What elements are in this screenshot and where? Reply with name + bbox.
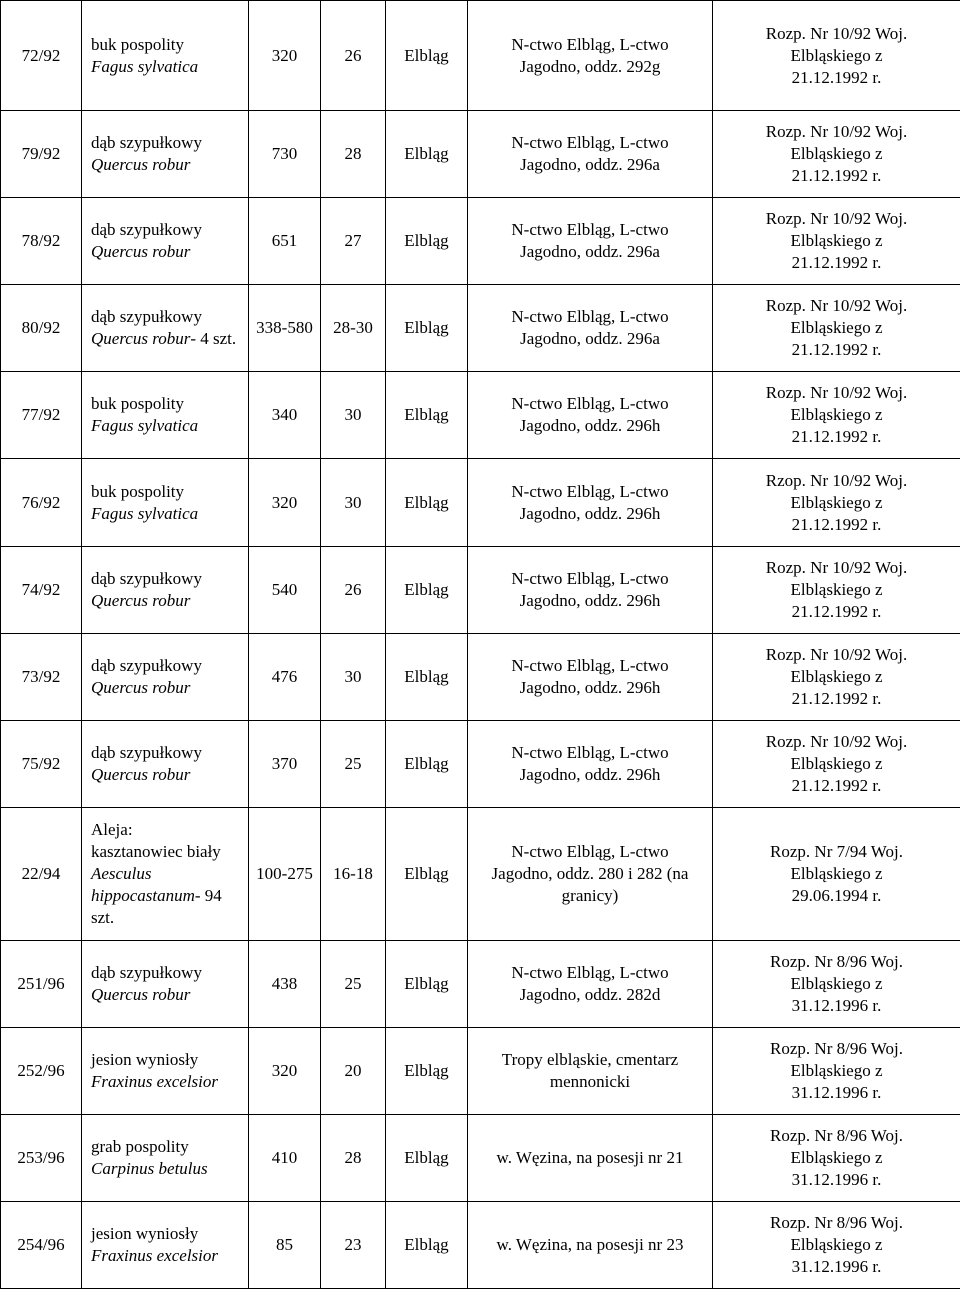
species-polish-name: dąb szypułkowy (91, 963, 202, 982)
location-line-2: Jagodno, oddz. 296h (519, 765, 661, 784)
legal-act-line-2: Elbląskiego z (790, 144, 883, 163)
monument-number-text: 79/92 (21, 144, 61, 163)
legal-act (713, 941, 960, 1028)
species-polish-name: dąb szypułkowy (91, 569, 202, 588)
legal-act-line-2: Elbląskiego z (790, 974, 883, 993)
location-line-1: N-ctwo Elbląg, L-ctwo (511, 394, 669, 413)
species-cell (82, 372, 249, 459)
species-latin-name: Quercus robur (91, 242, 191, 261)
table-row (1, 1, 960, 111)
species-latin-name: Quercus robur (91, 678, 191, 697)
legal-act-line-2: Elbląskiego z (790, 864, 883, 883)
legal-act-line-1: Rozp. Nr 8/96 Woj. (770, 1039, 903, 1058)
municipality (386, 1202, 468, 1289)
legal-act-line-3: 31.12.1996 r. (791, 1083, 882, 1102)
legal-act (713, 111, 960, 198)
legal-act-line-3: 21.12.1992 r. (791, 514, 882, 534)
circumference (249, 198, 321, 285)
species-polish-name: dąb szypułkowy (91, 743, 202, 762)
species-cell (82, 1, 249, 111)
location-line-1: N-ctwo Elbląg, L-ctwo (511, 34, 669, 54)
location-line-2: Jagodno, oddz. 296a (520, 242, 660, 261)
legal-act-line-1: Rozp. Nr 10/92 Woj. (765, 558, 908, 577)
circumference-value: 651 (271, 231, 298, 250)
location (468, 111, 713, 198)
species-cell (82, 941, 249, 1028)
monument-number (1, 547, 82, 634)
municipality (386, 198, 468, 285)
legal-act-line-2: Elbląskiego z (790, 45, 883, 65)
legal-act (713, 372, 960, 459)
table-row (1, 808, 960, 941)
species-latin-name: Fraxinus excelsior (91, 1246, 218, 1265)
location-line-1: N-ctwo Elbląg, L-ctwo (511, 842, 669, 861)
circumference (249, 721, 321, 808)
species-polish-name: buk pospolity (91, 394, 185, 413)
height-value: 28 (344, 1148, 362, 1167)
monument-number-text: 75/92 (21, 754, 61, 773)
municipality-name: Elbląg (404, 974, 449, 993)
location-line-1: N-ctwo Elbląg, L-ctwo (511, 656, 669, 675)
location (468, 372, 713, 459)
table-row (1, 459, 960, 547)
height (321, 111, 386, 198)
monument-number (1, 372, 82, 459)
species-cell (82, 634, 249, 721)
location (468, 1115, 713, 1202)
legal-act (713, 198, 960, 285)
monument-number (1, 111, 82, 198)
monument-number (1, 285, 82, 372)
table-row (1, 941, 960, 1028)
species-latin-name: Fagus sylvatica (91, 56, 199, 76)
legal-act (713, 1028, 960, 1115)
municipality-name: Elbląg (404, 667, 449, 686)
legal-act (713, 1202, 960, 1289)
legal-act-line-3: 31.12.1996 r. (791, 996, 882, 1015)
legal-act-line-2: Elbląskiego z (790, 231, 883, 250)
legal-act-line-3: 21.12.1992 r. (791, 166, 882, 185)
species-polish-name: dąb szypułkowy (91, 307, 202, 326)
municipality (386, 372, 468, 459)
species-latin-name: Quercus robur (91, 329, 191, 348)
municipality-name: Elbląg (404, 231, 449, 250)
legal-act-line-2: Elbląskiego z (790, 754, 883, 773)
species-latin-name: Fagus sylvatica (91, 503, 199, 523)
municipality-name: Elbląg (404, 45, 449, 65)
location-line-2: Jagodno, oddz. 282d (519, 985, 661, 1004)
height-value: 28-30 (333, 318, 373, 337)
municipality-name: Elbląg (404, 405, 449, 424)
legal-act (713, 547, 960, 634)
legal-act-line-3: 21.12.1992 r. (791, 67, 882, 87)
circumference (249, 634, 321, 721)
legal-act-line-2: Elbląskiego z (790, 318, 883, 337)
location-line-2: Jagodno, oddz. 280 i 282 (na granicy) (491, 864, 689, 905)
species-latin-name: Quercus robur (91, 155, 191, 174)
species-polish-name: kasztanowiec biały (91, 842, 221, 861)
location-line-2: Jagodno, oddz. 296h (519, 678, 661, 697)
species-count: - 4 szt. (190, 329, 237, 348)
circumference-value: 730 (271, 144, 298, 163)
location (468, 547, 713, 634)
species-latin-name: Fraxinus excelsior (91, 1072, 218, 1091)
municipality (386, 111, 468, 198)
circumference (249, 547, 321, 634)
monument-number-text: 80/92 (21, 318, 61, 337)
municipality-name: Elbląg (404, 580, 449, 599)
legal-act (713, 459, 960, 547)
species-latin-name: Quercus robur (91, 591, 191, 610)
circumference (249, 285, 321, 372)
alley-label: Aleja: (91, 820, 133, 839)
municipality-name: Elbląg (404, 318, 449, 337)
monument-number-text: 74/92 (21, 580, 61, 599)
monument-number-text: 253/96 (17, 1148, 65, 1167)
monument-number-text: 77/92 (21, 405, 61, 424)
legal-act-line-2: Elbląskiego z (790, 667, 883, 686)
table-row (1, 285, 960, 372)
municipality (386, 547, 468, 634)
monument-number (1, 1, 82, 111)
table-body (1, 1, 960, 1289)
species-polish-name: buk pospolity (91, 481, 185, 501)
circumference-value: 338-580 (256, 318, 313, 337)
circumference (249, 1115, 321, 1202)
legal-act-line-3: 21.12.1992 r. (791, 602, 882, 621)
height (321, 808, 386, 941)
circumference-value: 540 (271, 580, 298, 599)
location (468, 721, 713, 808)
monument-number-text: 252/96 (17, 1061, 65, 1080)
legal-act (713, 721, 960, 808)
height (321, 1028, 386, 1115)
legal-act (713, 808, 960, 941)
municipality (386, 721, 468, 808)
species-latin-name: Aesculus hippocastanum (91, 864, 195, 905)
municipality-name: Elbląg (404, 754, 449, 773)
species-polish-name: jesion wyniosły (91, 1224, 199, 1243)
circumference (249, 459, 321, 547)
species-latin-name: Quercus robur (91, 765, 191, 784)
location (468, 285, 713, 372)
species-polish-name: dąb szypułkowy (91, 656, 202, 675)
species-cell (82, 285, 249, 372)
circumference (249, 808, 321, 941)
species-polish-name: jesion wyniosły (91, 1050, 199, 1069)
location-line-1: N-ctwo Elbląg, L-ctwo (511, 220, 669, 239)
location (468, 459, 713, 547)
legal-act (713, 634, 960, 721)
legal-act-line-2: Elbląskiego z (790, 1235, 883, 1254)
legal-act-line-3: 21.12.1992 r. (791, 340, 882, 359)
height-value: 30 (344, 667, 362, 686)
height (321, 285, 386, 372)
monument-number (1, 721, 82, 808)
circumference-value: 85 (276, 1235, 293, 1254)
legal-act-line-3: 21.12.1992 r. (791, 427, 882, 446)
species-cell (82, 1202, 249, 1289)
height (321, 721, 386, 808)
location-line-1: w. Węzina, na posesji nr 21 (496, 1148, 684, 1167)
circumference-value: 340 (271, 405, 298, 424)
municipality (386, 808, 468, 941)
location (468, 1202, 713, 1289)
species-latin-name: Carpinus betulus (91, 1159, 208, 1178)
monument-number-text: 22/94 (21, 864, 61, 883)
location-line-1: N-ctwo Elbląg, L-ctwo (511, 569, 669, 588)
location (468, 634, 713, 721)
monument-number-text: 251/96 (17, 974, 65, 993)
municipality (386, 1115, 468, 1202)
height-value: 30 (344, 492, 362, 512)
circumference-value: 370 (271, 754, 298, 773)
circumference (249, 372, 321, 459)
height-value: 30 (344, 405, 362, 424)
legal-act-line-1: Rozp. Nr 10/92 Woj. (765, 122, 908, 141)
height (321, 1202, 386, 1289)
circumference (249, 1028, 321, 1115)
location-line-1: Tropy elbląskie, cmentarz (501, 1050, 679, 1069)
legal-act-line-3: 21.12.1992 r. (791, 689, 882, 708)
circumference-value: 410 (271, 1148, 298, 1167)
location-line-2: Jagodno, oddz. 296a (520, 329, 660, 348)
legal-act-line-1: Rozp. Nr 8/96 Woj. (770, 1213, 903, 1232)
species-cell (82, 198, 249, 285)
circumference (249, 111, 321, 198)
legal-act-line-1: Rozp. Nr 10/92 Woj. (765, 209, 908, 228)
table-row (1, 1115, 960, 1202)
legal-act-line-1: Rzop. Nr 10/92 Woj. (765, 470, 908, 490)
species-polish-name: dąb szypułkowy (91, 133, 202, 152)
location (468, 1, 713, 111)
legal-act-line-1: Rozp. Nr 7/94 Woj. (770, 842, 903, 861)
monument-number (1, 459, 82, 547)
species-latin-name: Fagus sylvatica (91, 416, 199, 435)
species-cell (82, 808, 249, 941)
legal-act-line-1: Rozp. Nr 10/92 Woj. (765, 732, 908, 751)
table-row (1, 1028, 960, 1115)
monument-number (1, 1028, 82, 1115)
height-value: 27 (344, 231, 362, 250)
height-value: 28 (344, 144, 362, 163)
municipality (386, 459, 468, 547)
species-cell (82, 459, 249, 547)
table-row (1, 198, 960, 285)
legal-act-line-1: Rozp. Nr 10/92 Woj. (765, 23, 908, 43)
legal-act-line-1: Rozp. Nr 10/92 Woj. (765, 645, 908, 664)
legal-act-line-2: Elbląskiego z (790, 1148, 883, 1167)
table-row (1, 1202, 960, 1289)
legal-act-line-3: 21.12.1992 r. (791, 776, 882, 795)
monument-number (1, 808, 82, 941)
circumference-value: 100-275 (256, 864, 313, 883)
height-value: 23 (344, 1235, 362, 1254)
circumference-value: 320 (271, 1061, 298, 1080)
legal-act-line-3: 21.12.1992 r. (791, 253, 882, 272)
location-line-2: mennonicki (549, 1072, 631, 1091)
species-count: - 94 szt. (91, 886, 222, 927)
monument-number (1, 198, 82, 285)
circumference-value: 320 (271, 45, 298, 65)
monument-number (1, 634, 82, 721)
legal-act-line-2: Elbląskiego z (790, 1061, 883, 1080)
species-polish-name: dąb szypułkowy (91, 220, 202, 239)
location-line-2: Jagodno, oddz. 292g (519, 56, 661, 76)
circumference (249, 1202, 321, 1289)
table-row (1, 634, 960, 721)
location (468, 198, 713, 285)
height (321, 547, 386, 634)
monument-number (1, 1202, 82, 1289)
height (321, 372, 386, 459)
legal-act-line-2: Elbląskiego z (790, 405, 883, 424)
legal-act-line-2: Elbląskiego z (790, 580, 883, 599)
location-line-1: N-ctwo Elbląg, L-ctwo (511, 133, 669, 152)
circumference (249, 941, 321, 1028)
monument-number (1, 1115, 82, 1202)
monument-number-text: 78/92 (21, 231, 61, 250)
municipality-name: Elbląg (404, 1061, 449, 1080)
legal-act-line-1: Rozp. Nr 8/96 Woj. (770, 952, 903, 971)
location-line-2: Jagodno, oddz. 296h (519, 416, 661, 435)
monument-number (1, 941, 82, 1028)
monument-number-text: 73/92 (21, 667, 61, 686)
municipality (386, 285, 468, 372)
legal-act (713, 1, 960, 111)
location-line-1: N-ctwo Elbląg, L-ctwo (511, 743, 669, 762)
species-polish-name: grab pospolity (91, 1137, 189, 1156)
municipality-name: Elbląg (404, 1148, 449, 1167)
legal-act-line-3: 31.12.1996 r. (791, 1257, 882, 1276)
municipality (386, 1, 468, 111)
height-value: 20 (344, 1061, 362, 1080)
height-value: 26 (344, 45, 362, 65)
location-line-2: Jagodno, oddz. 296h (519, 591, 661, 610)
municipality (386, 634, 468, 721)
height (321, 1, 386, 111)
location (468, 808, 713, 941)
height-value: 25 (344, 754, 362, 773)
location-line-2: Jagodno, oddz. 296h (519, 503, 661, 523)
table-row (1, 547, 960, 634)
legal-act-line-2: Elbląskiego z (790, 492, 883, 512)
location-line-1: N-ctwo Elbląg, L-ctwo (511, 963, 669, 982)
location-line-1: w. Węzina, na posesji nr 23 (496, 1235, 684, 1254)
species-cell (82, 547, 249, 634)
circumference-value: 438 (271, 974, 298, 993)
monument-number-text: 254/96 (17, 1235, 65, 1254)
municipality-name: Elbląg (404, 1235, 449, 1254)
legal-act (713, 285, 960, 372)
height (321, 198, 386, 285)
height-value: 16-18 (333, 864, 373, 883)
legal-act-line-1: Rozp. Nr 10/92 Woj. (765, 296, 908, 315)
municipality (386, 1028, 468, 1115)
legal-act-line-3: 29.06.1994 r. (791, 886, 882, 905)
monument-number-text: 76/92 (21, 492, 61, 512)
location-line-1: N-ctwo Elbląg, L-ctwo (511, 481, 669, 501)
location (468, 941, 713, 1028)
circumference-value: 476 (271, 667, 298, 686)
table-row (1, 111, 960, 198)
height-value: 25 (344, 974, 362, 993)
height (321, 1115, 386, 1202)
species-polish-name: buk pospolity (91, 34, 185, 54)
species-cell (82, 1028, 249, 1115)
legal-act-line-3: 31.12.1996 r. (791, 1170, 882, 1189)
monument-number-text: 72/92 (21, 45, 61, 65)
table-row (1, 372, 960, 459)
location-line-2: Jagodno, oddz. 296a (520, 155, 660, 174)
municipality (386, 941, 468, 1028)
height (321, 941, 386, 1028)
height (321, 634, 386, 721)
species-cell (82, 1115, 249, 1202)
municipality-name: Elbląg (404, 492, 449, 512)
circumference-value: 320 (271, 492, 298, 512)
height-value: 26 (344, 580, 362, 599)
species-cell (82, 721, 249, 808)
species-cell (82, 111, 249, 198)
municipality-name: Elbląg (404, 144, 449, 163)
table-row (1, 721, 960, 808)
species-latin-name: Quercus robur (91, 985, 191, 1004)
height (321, 459, 386, 547)
municipality-name: Elbląg (404, 864, 449, 883)
legal-act-line-1: Rozp. Nr 10/92 Woj. (765, 383, 908, 402)
location-line-1: N-ctwo Elbląg, L-ctwo (511, 307, 669, 326)
circumference (249, 1, 321, 111)
legal-act-line-1: Rozp. Nr 8/96 Woj. (770, 1126, 903, 1145)
location (468, 1028, 713, 1115)
legal-act (713, 1115, 960, 1202)
